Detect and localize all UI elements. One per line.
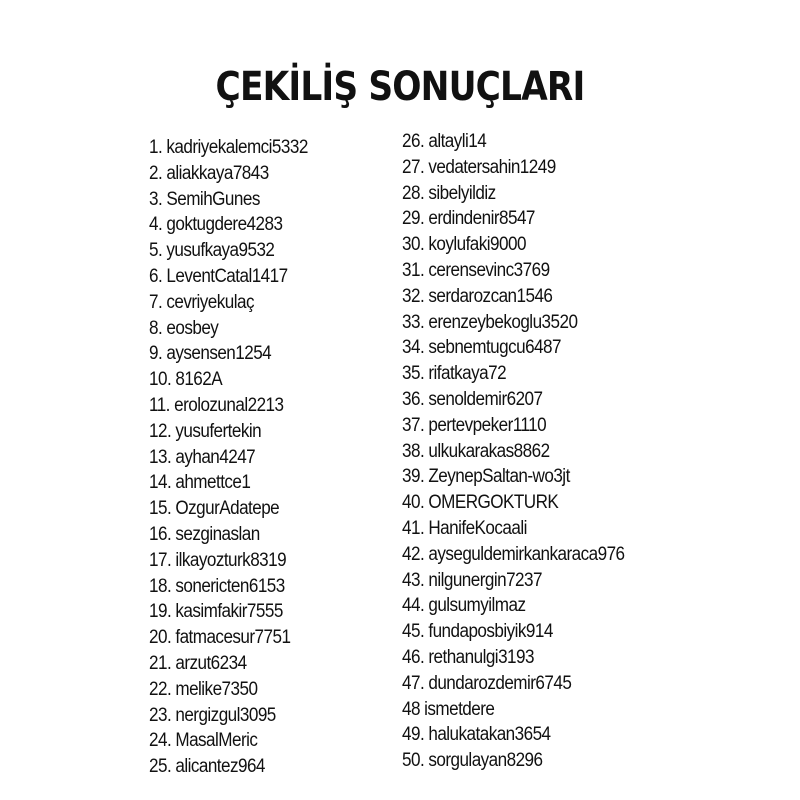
list-item: 8. eosbey xyxy=(149,317,219,339)
list-item: 9. aysensen1254 xyxy=(149,343,272,365)
list-item: 24. MasalMeric xyxy=(149,730,258,752)
list-item: 3. SemihGunes xyxy=(149,188,260,210)
list-item: 22. melike7350 xyxy=(149,678,258,700)
list-item: 30. koylufaki9000 xyxy=(402,234,526,256)
winners-list-left xyxy=(149,135,325,780)
list-item: 12. yusufertekin xyxy=(149,420,262,442)
list-item: 46. rethanulgi3193 xyxy=(402,646,534,668)
page-title: ÇEKİLİŞ SONUÇLARI xyxy=(215,63,585,110)
list-item: 6. LeventCatal1417 xyxy=(149,265,288,287)
list-item: 49. halukatakan3654 xyxy=(402,724,551,746)
list-item: 39. ZeynepSaltan-wo3jt xyxy=(402,466,570,488)
list-item: 13. ayhan4247 xyxy=(149,446,256,468)
list-item: 50. sorgulayan8296 xyxy=(402,750,543,772)
list-item: 35. rifatkaya72 xyxy=(402,363,507,385)
list-item: 34. sebnemtugcu6487 xyxy=(402,337,561,359)
list-item: 45. fundaposbiyik914 xyxy=(402,621,553,643)
list-item: 5. yusufkaya9532 xyxy=(149,240,275,262)
list-item: 15. OzgurAdatepe xyxy=(149,498,280,520)
list-item: 40. OMERGOKTURK xyxy=(402,492,559,514)
list-item: 16. sezginaslan xyxy=(149,523,260,545)
winners-list-right xyxy=(402,129,649,774)
list-item: 10. 8162A xyxy=(149,369,223,391)
list-item: 37. pertevpeker1110 xyxy=(402,414,547,436)
list-item: 20. fatmacesur7751 xyxy=(149,627,291,649)
list-item: 48 ismetdere xyxy=(402,698,495,720)
list-item: 26. altayli14 xyxy=(402,131,487,152)
list-item: 17. ilkayozturk8319 xyxy=(149,549,287,571)
list-item: 41. HanifeKocaali xyxy=(402,517,527,539)
list-item: 25. alicantez964 xyxy=(149,756,265,778)
list-item: 27. vedatersahin1249 xyxy=(402,156,556,178)
list-item: 1. kadriyekalemci5332 xyxy=(149,137,308,158)
list-item: 21. arzut6234 xyxy=(149,652,247,674)
list-item: 14. ahmettce1 xyxy=(149,472,251,494)
list-item: 18. sonericten6153 xyxy=(149,575,285,597)
list-item: 47. dundarozdemir6745 xyxy=(402,672,572,694)
list-item: 7. cevriyekulaç xyxy=(149,291,255,313)
list-item: 33. erenzeybekoglu3520 xyxy=(402,311,578,333)
list-item: 38. ulkukarakas8862 xyxy=(402,440,550,462)
list-item: 31. cerensevinc3769 xyxy=(402,259,550,281)
list-item: 43. nilgunergin7237 xyxy=(402,569,542,591)
list-item: 2. aliakkaya7843 xyxy=(149,162,269,184)
list-item: 44. gulsumyilmaz xyxy=(402,595,526,617)
list-item: 23. nergizgul3095 xyxy=(149,704,276,726)
list-item: 42. ayseguldemirkankaraca976 xyxy=(402,543,625,565)
list-item: 29. erdindenir8547 xyxy=(402,208,535,230)
list-item: 4. goktugdere4283 xyxy=(149,214,283,236)
list-item: 11. erolozunal2213 xyxy=(149,394,284,416)
list-item: 19. kasimfakir7555 xyxy=(149,601,283,623)
list-item: 36. senoldemir6207 xyxy=(402,388,543,410)
list-item: 32. serdarozcan1546 xyxy=(402,285,553,307)
list-item: 28. sibelyildiz xyxy=(402,182,496,204)
